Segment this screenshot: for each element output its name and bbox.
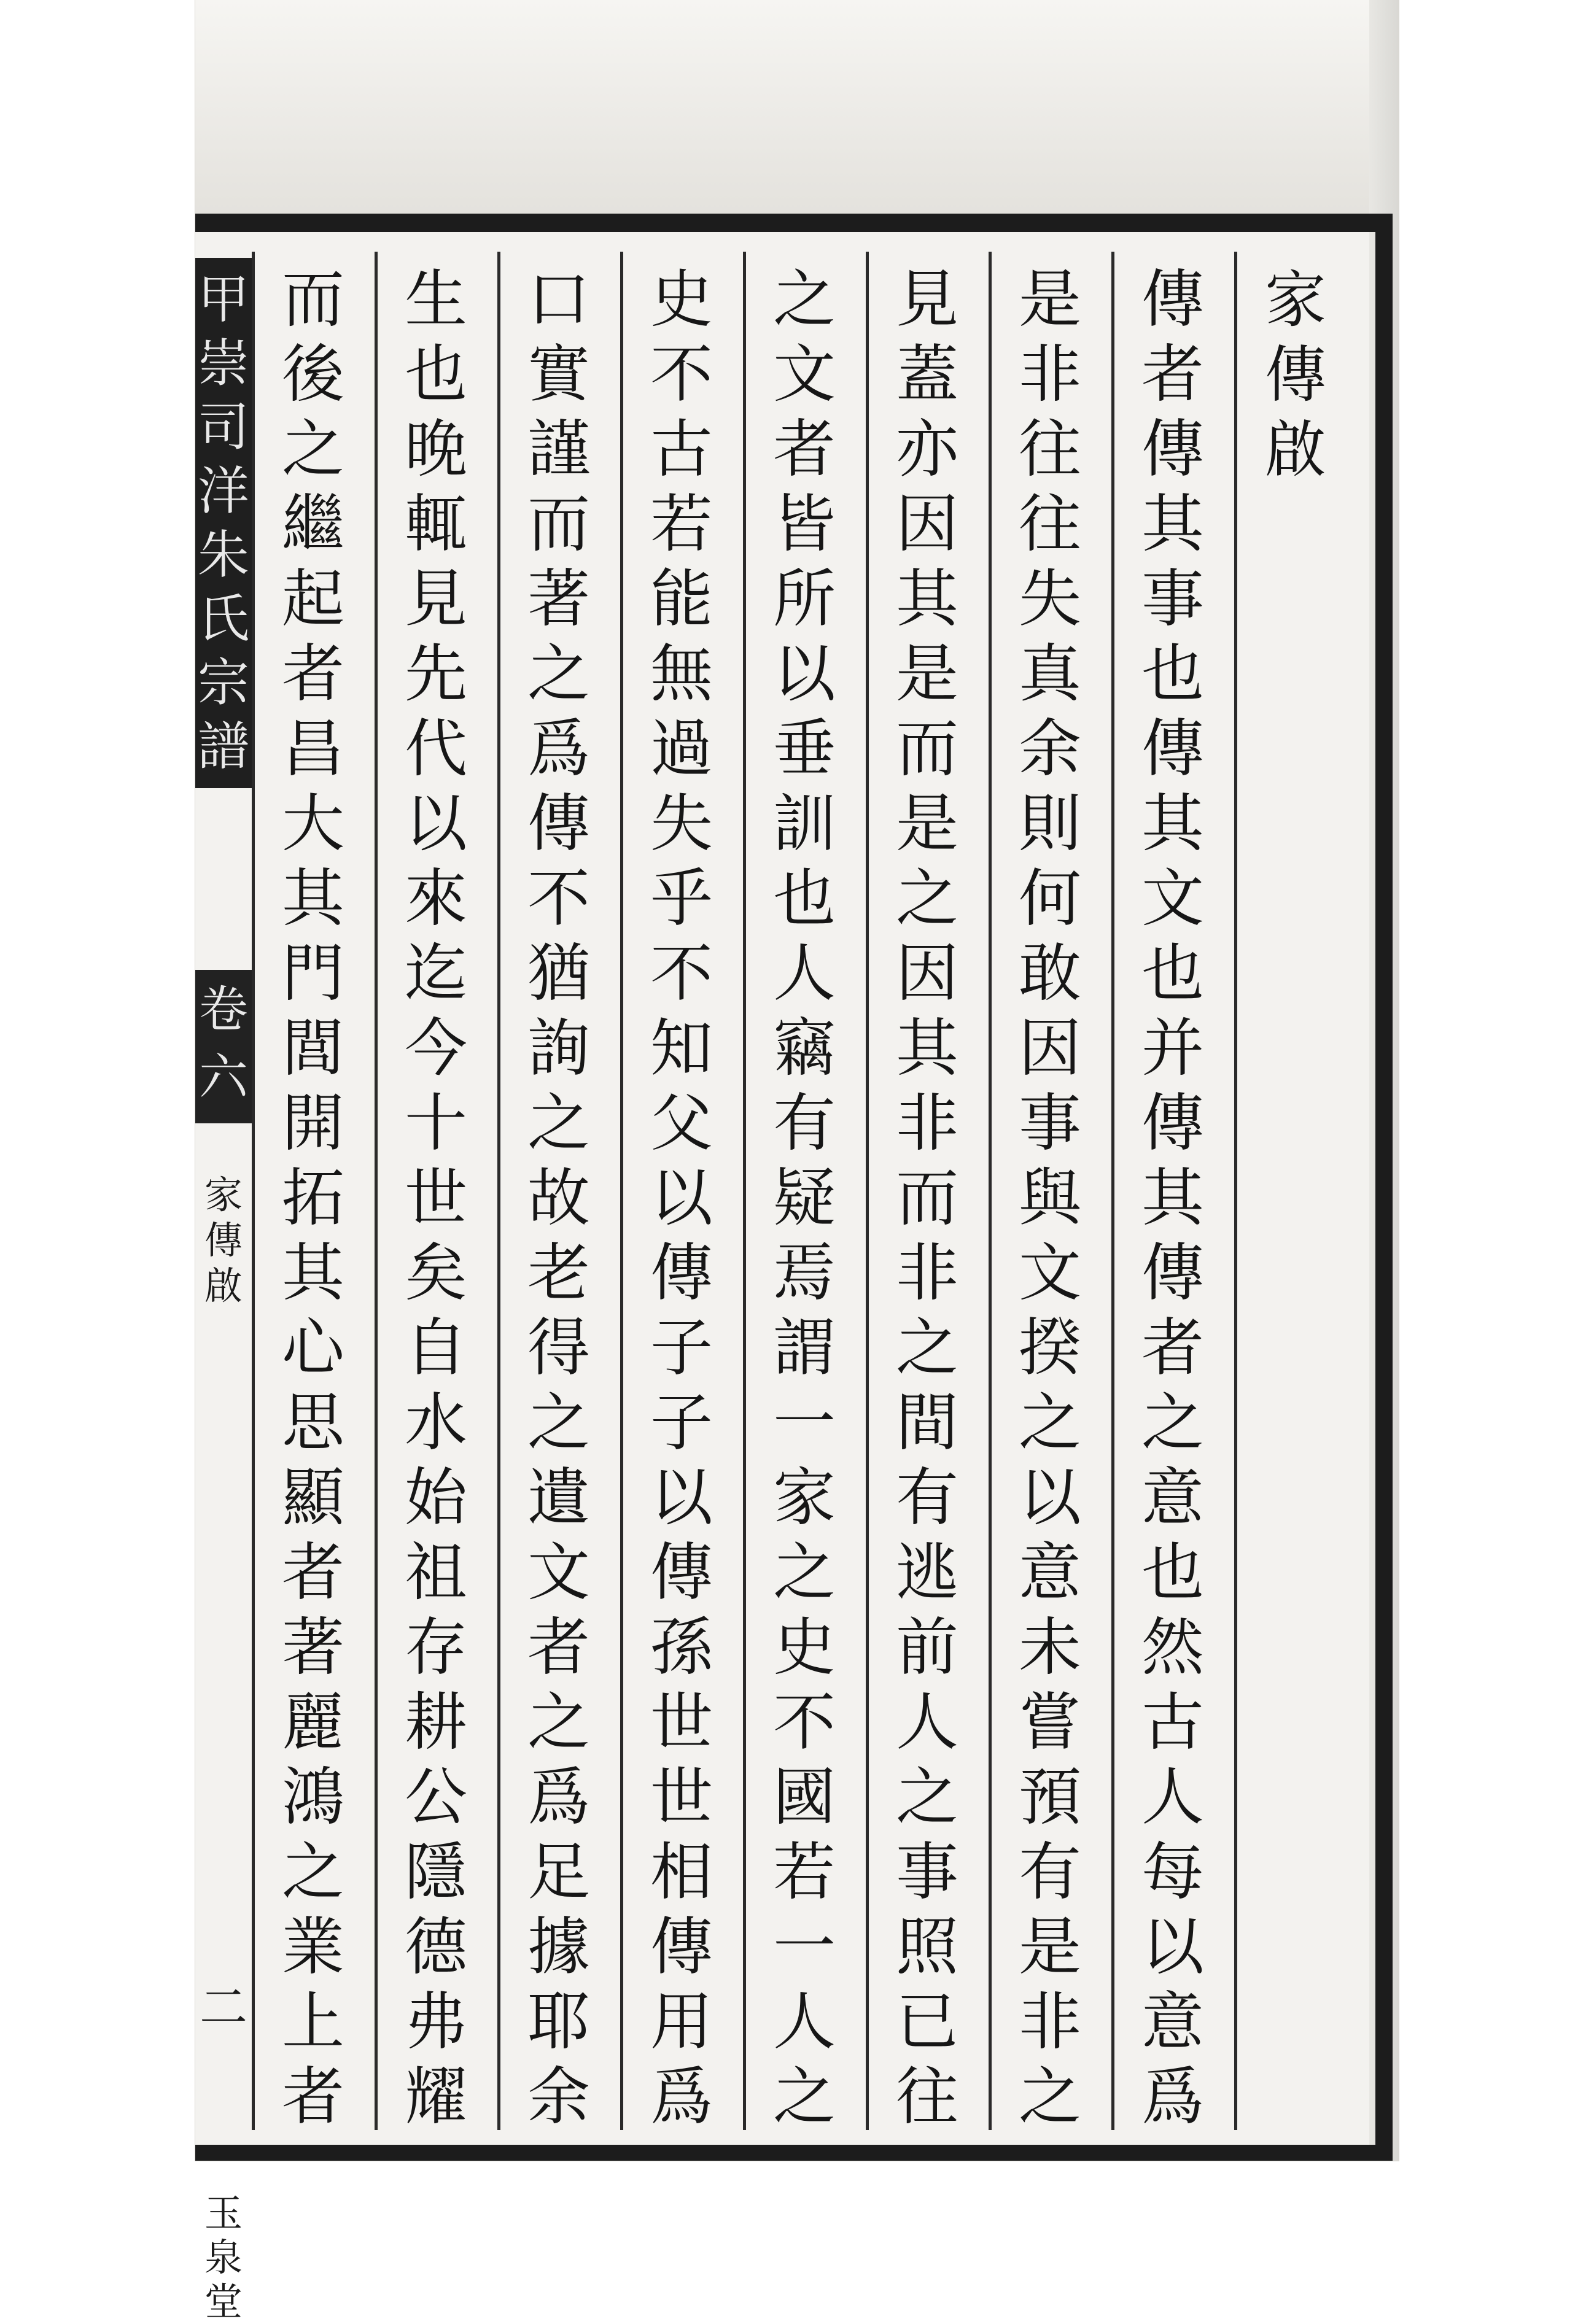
- glyph: 者: [1141, 1312, 1204, 1385]
- glyph: 傳: [204, 1218, 243, 1263]
- glyph: 也: [773, 862, 836, 935]
- glyph: 拓: [282, 1162, 344, 1235]
- glyph: 繼: [282, 488, 344, 561]
- glyph: 用: [650, 1986, 713, 2059]
- glyph: 若: [773, 1836, 836, 1909]
- glyph: 爲: [650, 2061, 713, 2134]
- glyph: 其: [282, 1237, 344, 1310]
- glyph: 是: [1019, 263, 1081, 336]
- glyph: 耀: [405, 2061, 467, 2134]
- glyph: 有: [896, 1462, 958, 1535]
- glyph: 之: [773, 1536, 836, 1609]
- glyph: 事: [896, 1836, 958, 1909]
- glyph: 非: [1019, 338, 1081, 411]
- glyph: 上: [282, 1986, 344, 2059]
- glyph: 門: [282, 937, 344, 1010]
- glyph: 子: [650, 1387, 713, 1460]
- glyph: 文: [1019, 1237, 1081, 1310]
- glyph: 國: [773, 1761, 836, 1834]
- glyph: 因: [1019, 1012, 1081, 1085]
- glyph: 昌: [282, 713, 344, 786]
- glyph: 意: [1141, 1462, 1204, 1535]
- glyph: 間: [896, 1387, 958, 1460]
- glyph: 孫: [650, 1611, 713, 1684]
- glyph: 開: [282, 1087, 344, 1160]
- glyph: 蓋: [896, 338, 958, 411]
- glyph: 不: [650, 338, 713, 411]
- glyph: 訓: [773, 788, 836, 861]
- volume-label: [195, 970, 252, 1111]
- glyph: 足: [527, 1836, 590, 1909]
- glyph: 人: [1141, 1761, 1204, 1834]
- glyph: 不: [527, 862, 590, 935]
- glyph: 之: [282, 1836, 344, 1909]
- glyph: 家: [204, 1172, 243, 1217]
- column-rule: [375, 252, 378, 2130]
- glyph: 之: [282, 413, 344, 486]
- glyph: 啟: [204, 1263, 243, 1308]
- glyph: 其: [1141, 488, 1204, 561]
- book-title-strip: [195, 258, 252, 788]
- column-rule: [866, 252, 869, 2130]
- glyph: 公: [405, 1761, 467, 1834]
- glyph: 揆: [1019, 1312, 1081, 1385]
- glyph: 見: [896, 263, 958, 336]
- glyph: 卷: [199, 981, 248, 1038]
- glyph: 之: [896, 862, 958, 935]
- glyph: 顯: [282, 1462, 344, 1535]
- glyph: 始: [405, 1462, 467, 1535]
- column-rule: [989, 252, 992, 2130]
- glyph: 文: [1141, 862, 1204, 935]
- glyph: 其: [896, 1012, 958, 1085]
- glyph: 爲: [527, 713, 590, 786]
- glyph: 意: [1019, 1536, 1081, 1609]
- glyph: 先: [405, 638, 467, 711]
- glyph: 無: [650, 638, 713, 711]
- glyph: 家: [773, 1462, 836, 1535]
- glyph: 所: [773, 563, 836, 636]
- glyph: 業: [282, 1911, 344, 1984]
- glyph: 據: [527, 1911, 590, 1984]
- glyph: 泉: [204, 2235, 243, 2280]
- glyph: 而: [527, 488, 590, 561]
- glyph: 矣: [405, 1237, 467, 1310]
- glyph: 遺: [527, 1462, 590, 1535]
- glyph: 也: [1141, 937, 1204, 1010]
- glyph: 耕: [405, 1686, 467, 1759]
- glyph: 而: [896, 1162, 958, 1235]
- page-number: 二: [199, 1980, 247, 2035]
- glyph: 因: [896, 488, 958, 561]
- glyph: 往: [896, 2061, 958, 2134]
- glyph: 不: [650, 937, 713, 1010]
- glyph: 者: [282, 2061, 344, 2134]
- glyph: 文: [773, 338, 836, 411]
- glyph: 之: [896, 1761, 958, 1834]
- glyph: 乎: [650, 862, 713, 935]
- glyph: 余: [1019, 713, 1081, 786]
- glyph: 然: [1141, 1611, 1204, 1684]
- glyph: 起: [282, 563, 344, 636]
- section-label: [195, 1172, 252, 1309]
- glyph: 迄: [405, 937, 467, 1010]
- text-column-4: [749, 263, 860, 2135]
- glyph: 古: [650, 413, 713, 486]
- glyph: 敢: [1019, 937, 1081, 1010]
- glyph: 耶: [527, 1986, 590, 2059]
- glyph: 因: [896, 937, 958, 1010]
- glyph: 皆: [773, 488, 836, 561]
- glyph: 意: [1141, 1986, 1204, 2059]
- glyph: 史: [650, 263, 713, 336]
- glyph: 竊: [773, 1012, 836, 1085]
- glyph: 之: [1019, 1387, 1081, 1460]
- glyph: 預: [1019, 1761, 1081, 1834]
- glyph: 焉: [773, 1237, 836, 1310]
- glyph: 之: [527, 1686, 590, 1759]
- glyph: 父: [650, 1087, 713, 1160]
- glyph: 能: [650, 563, 713, 636]
- glyph: 史: [773, 1611, 836, 1684]
- glyph: 過: [650, 713, 713, 786]
- glyph: 甲: [197, 269, 249, 330]
- text-column-1: [1118, 263, 1228, 2135]
- glyph: 以: [650, 1462, 713, 1535]
- marginal-strip: [195, 239, 252, 2324]
- glyph: 人: [773, 937, 836, 1010]
- glyph: 真: [1019, 638, 1081, 711]
- glyph: 若: [650, 488, 713, 561]
- column-rule: [252, 252, 255, 2130]
- glyph: 人: [896, 1686, 958, 1759]
- glyph: 傳: [1141, 263, 1204, 336]
- glyph: 故: [527, 1162, 590, 1235]
- glyph: 世: [650, 1686, 713, 1759]
- glyph: 相: [650, 1836, 713, 1909]
- glyph: 爲: [527, 1761, 590, 1834]
- glyph: 是: [1019, 1911, 1081, 1984]
- glyph: 往: [1019, 488, 1081, 561]
- glyph: 弗: [405, 1986, 467, 2059]
- text-column-5: [626, 263, 737, 2135]
- glyph: 有: [1019, 1836, 1081, 1909]
- glyph: 堂: [204, 2279, 243, 2324]
- glyph: 祖: [405, 1536, 467, 1609]
- glyph: 疑: [773, 1162, 836, 1235]
- glyph: 而: [896, 713, 958, 786]
- glyph: 其: [1141, 1162, 1204, 1235]
- glyph: 并: [1141, 1012, 1204, 1085]
- glyph: 也: [405, 338, 467, 411]
- glyph: 譜: [197, 716, 249, 777]
- glyph: 傳: [1141, 713, 1204, 786]
- glyph: 古: [1141, 1686, 1204, 1759]
- glyph: 傳: [650, 1911, 713, 1984]
- glyph: 宗: [197, 653, 249, 713]
- glyph: 家: [1265, 264, 1326, 336]
- glyph: 以: [650, 1162, 713, 1235]
- glyph: 啟: [1265, 414, 1326, 486]
- glyph: 洋: [197, 461, 249, 521]
- glyph: 思: [282, 1387, 344, 1460]
- glyph: 人: [773, 1986, 836, 2059]
- text-column-6: [503, 263, 614, 2135]
- glyph: 後: [282, 338, 344, 411]
- glyph: 六: [199, 1048, 248, 1106]
- glyph: 以: [1141, 1911, 1204, 1984]
- glyph: 晚: [405, 413, 467, 486]
- glyph: 世: [405, 1162, 467, 1235]
- glyph: 文: [527, 1536, 590, 1609]
- text-column-2: [995, 263, 1105, 2135]
- glyph: 實: [527, 338, 590, 411]
- header-title-column: [1240, 263, 1351, 487]
- glyph: 著: [282, 1611, 344, 1684]
- glyph: 傳: [650, 1237, 713, 1310]
- glyph: 非: [896, 1237, 958, 1310]
- glyph: 之: [1019, 2061, 1081, 2134]
- glyph: 而: [282, 263, 344, 336]
- glyph: 者: [1141, 338, 1204, 411]
- glyph: 爲: [1141, 2061, 1204, 2134]
- glyph: 其: [896, 563, 958, 636]
- glyph: 者: [527, 1611, 590, 1684]
- glyph: 與: [1019, 1162, 1081, 1235]
- column-rule: [497, 252, 500, 2130]
- glyph: 子: [650, 1312, 713, 1385]
- glyph: 之: [1141, 1387, 1204, 1460]
- glyph: 存: [405, 1611, 467, 1684]
- glyph: 氏: [197, 589, 249, 649]
- glyph: 傳: [1141, 1237, 1204, 1310]
- glyph: 何: [1019, 862, 1081, 935]
- glyph: 也: [1141, 1536, 1204, 1609]
- glyph: 以: [1019, 1462, 1081, 1535]
- glyph: 是: [896, 788, 958, 861]
- glyph: 詢: [527, 1012, 590, 1085]
- glyph: 之: [773, 263, 836, 336]
- glyph: 鴻: [282, 1761, 344, 1834]
- glyph: 者: [773, 413, 836, 486]
- glyph: 來: [405, 862, 467, 935]
- glyph: 隱: [405, 1836, 467, 1909]
- glyph: 以: [773, 638, 836, 711]
- glyph: 余: [527, 2061, 590, 2134]
- glyph: 著: [527, 563, 590, 636]
- glyph: 閭: [282, 1012, 344, 1085]
- glyph: 一: [773, 1387, 836, 1460]
- glyph: 之: [527, 638, 590, 711]
- glyph: 輒: [405, 488, 467, 561]
- glyph: 傳: [1141, 1087, 1204, 1160]
- glyph: 自: [405, 1312, 467, 1385]
- column-rule: [1111, 252, 1114, 2130]
- column-rule: [620, 252, 623, 2130]
- glyph: 世: [650, 1761, 713, 1834]
- glyph: 司: [197, 397, 249, 457]
- glyph: 嘗: [1019, 1686, 1081, 1759]
- text-column-7: [381, 263, 491, 2135]
- glyph: 未: [1019, 1611, 1081, 1684]
- glyph: 非: [1019, 1986, 1081, 2059]
- glyph: 玉: [204, 2191, 243, 2236]
- glyph: 傳: [650, 1536, 713, 1609]
- glyph: 其: [1141, 788, 1204, 861]
- glyph: 照: [896, 1911, 958, 1984]
- glyph: 謹: [527, 413, 590, 486]
- glyph: 事: [1019, 1087, 1081, 1160]
- glyph: 垂: [773, 713, 836, 786]
- glyph: 失: [1019, 563, 1081, 636]
- glyph: 代: [405, 713, 467, 786]
- glyph: 得: [527, 1312, 590, 1385]
- glyph: 以: [405, 788, 467, 861]
- glyph: 麗: [282, 1686, 344, 1759]
- column-rule: [743, 252, 746, 2130]
- text-column-3: [872, 263, 982, 2135]
- glyph: 德: [405, 1911, 467, 1984]
- glyph: 非: [896, 1087, 958, 1160]
- glyph: 有: [773, 1087, 836, 1160]
- text-column-8: [258, 263, 368, 2135]
- glyph: 生: [405, 263, 467, 336]
- glyph: 今: [405, 1012, 467, 1085]
- glyph: 前: [896, 1611, 958, 1684]
- glyph: 之: [773, 2061, 836, 2134]
- column-rule: [1234, 252, 1237, 2130]
- glyph: 一: [773, 1911, 836, 1984]
- glyph: 逃: [896, 1536, 958, 1609]
- glyph: 不: [773, 1686, 836, 1759]
- glyph: 老: [527, 1237, 590, 1310]
- glyph: 之: [896, 1312, 958, 1385]
- glyph: 崇: [197, 333, 249, 393]
- glyph: 失: [650, 788, 713, 861]
- glyph: 大: [282, 788, 344, 861]
- glyph: 是: [896, 638, 958, 711]
- glyph: 心: [282, 1312, 344, 1385]
- glyph: 之: [527, 1087, 590, 1160]
- glyph: 已: [896, 1986, 958, 2059]
- glyph: 亦: [896, 413, 958, 486]
- glyph: 謂: [773, 1312, 836, 1385]
- glyph: 則: [1019, 788, 1081, 861]
- glyph: 十: [405, 1087, 467, 1160]
- top-margin: [195, 0, 1399, 214]
- glyph: 者: [282, 638, 344, 711]
- glyph: 其: [282, 862, 344, 935]
- publisher-hall: [195, 2191, 252, 2324]
- glyph: 傳: [1265, 339, 1326, 411]
- glyph: 傳: [1141, 413, 1204, 486]
- volume-marker: [195, 970, 252, 1123]
- glyph: 口: [527, 263, 590, 336]
- glyph: 傳: [527, 788, 590, 861]
- glyph: 朱: [197, 525, 249, 585]
- glyph: 知: [650, 1012, 713, 1085]
- glyph: 水: [405, 1387, 467, 1460]
- glyph: 往: [1019, 413, 1081, 486]
- glyph: 者: [282, 1536, 344, 1609]
- glyph: 之: [527, 1387, 590, 1460]
- glyph: 也: [1141, 638, 1204, 711]
- glyph: 見: [405, 563, 467, 636]
- glyph: 事: [1141, 563, 1204, 636]
- glyph: 每: [1141, 1836, 1204, 1909]
- glyph: 猶: [527, 937, 590, 1010]
